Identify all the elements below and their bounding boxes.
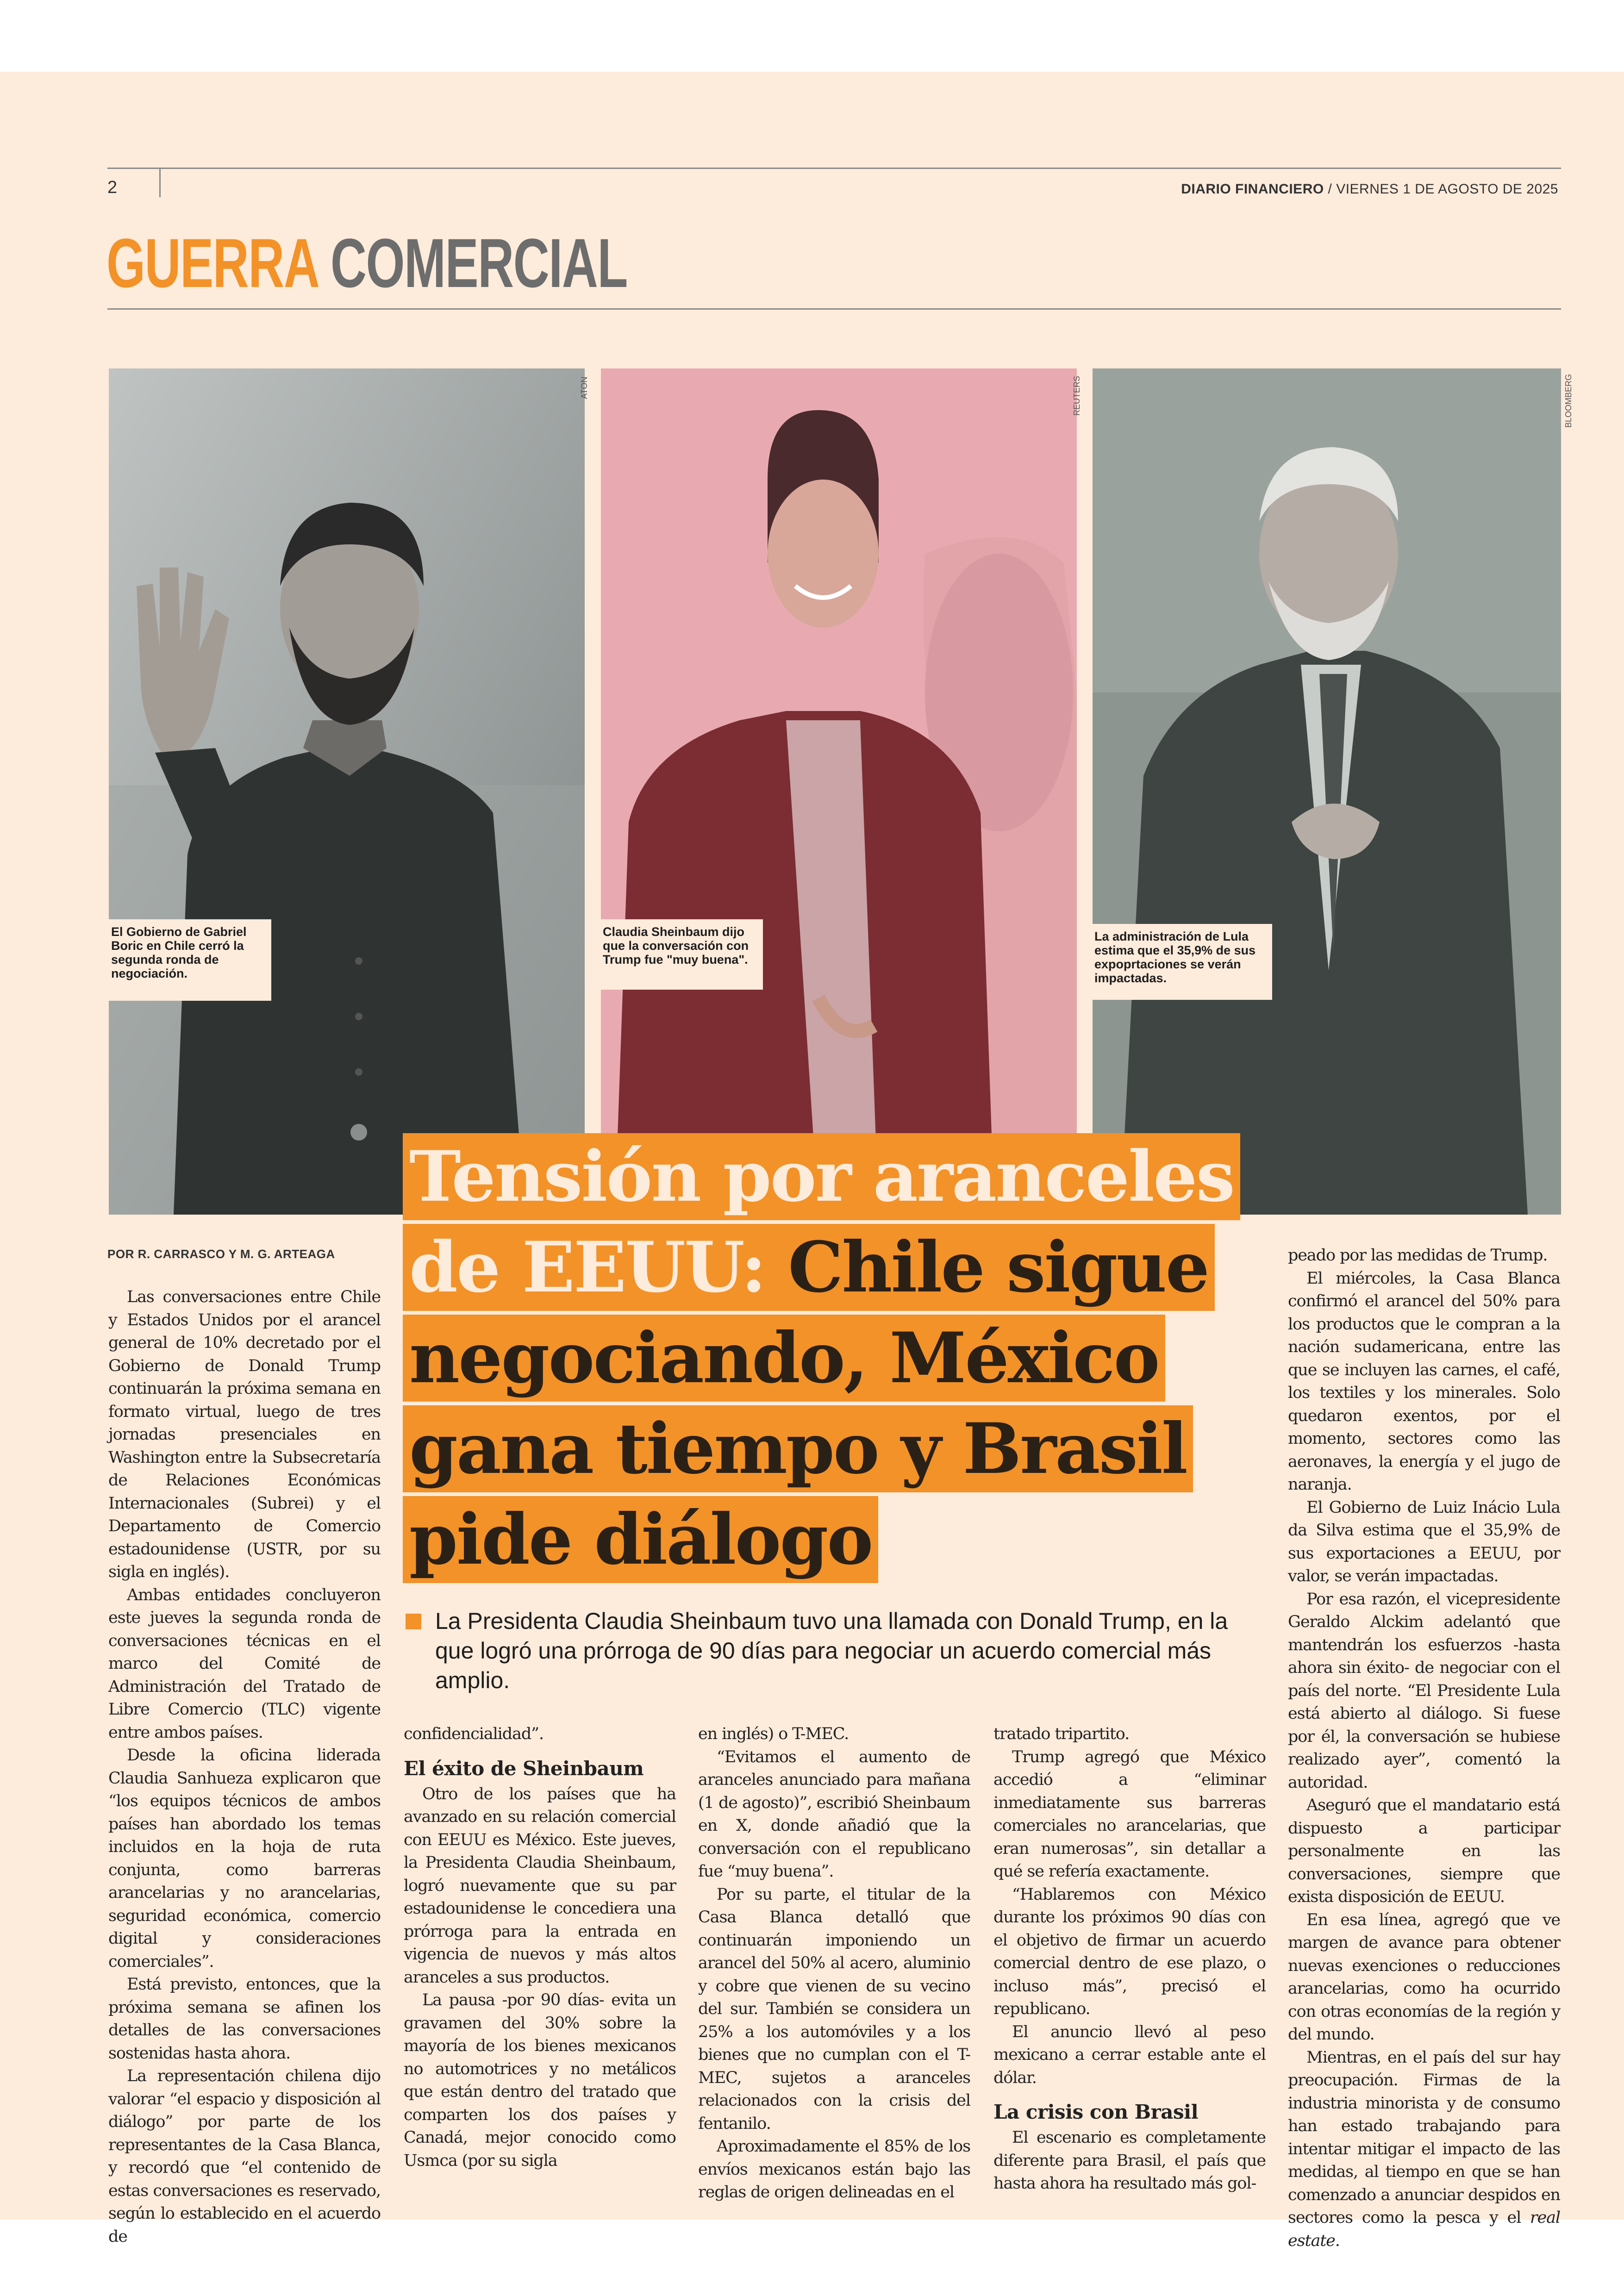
page-number: 2 — [107, 178, 118, 197]
photo-credit-2: REUTERS — [1072, 375, 1081, 416]
paragraph: confidencialidad”. — [404, 1725, 543, 1743]
photo-credit-3: BLOOMBERG — [1564, 374, 1573, 428]
article-column-3 — [698, 1723, 970, 2204]
headline-line-1: Tensión por aranceles — [403, 1133, 1240, 1220]
photo-boric-image — [109, 368, 585, 1215]
photo-caption-3: La administración de Lula estima que el 35,9% de sus expoprtaciones se verán impactadas. — [1087, 924, 1272, 1000]
paragraph: “Hablaremos con México durante los próximos 90 días con el objetivo de firmar un acuerdo comercial dentro de ese plazo, o incluso más”, precisó el republicano. — [993, 1885, 1266, 2018]
headline — [403, 1133, 1234, 1587]
article-column-2 — [404, 1723, 676, 2172]
headline-line-4: gana tiempo y Brasil — [403, 1405, 1193, 1492]
paragraph: “Evitamos el aumento de aranceles anunciado para mañana (1 de agosto)”, escribió Sheinbaum en X, donde añadió que la conversación con el republicano fue “muy buena”. — [698, 1747, 970, 1881]
section-title — [106, 221, 627, 305]
lead-text: La Presidenta Claudia Sheinbaum tuvo una llamada con Donald Trump, en la que logró una prórroga de 90 días para negociar un acuerdo comercial más amplio. — [435, 1608, 1228, 1693]
photo-sheinbaum — [601, 368, 1077, 1215]
paragraph: Por su parte, el titular de la Casa Blanca detalló que continuarán imponiendo un arancel del 50% al acero, aluminio y cobre que vienen de su vecino del sur. También se considera un 25% a los automóviles y a los bienes que no cumplan con el T-MEC, sujetos a aranceles relacionados con la crisis del fentanilo. — [698, 1885, 970, 2133]
paragraph: El anuncio llevó al peso mexicano a cerrar estable ante el dólar. — [993, 2022, 1266, 2087]
paragraph: Aseguró que el mandatario está dispuesto a participar personalmente en las conversaciones, siempre que exista disposición de EEUU. — [1288, 1796, 1560, 1906]
photo-caption-1: El Gobierno de Gabriel Boric en Chile cerró la segunda ronda de negociación. — [104, 919, 271, 1001]
paragraph: La pausa -por 90 días- evita un gravamen del 30% sobre la mayoría de los bienes mexicanos no automotrices y no metálicos que están dentro del tratado que comparten los dos países y Canadá, mejor conocido como Usmca (por su sigla — [404, 1991, 676, 2170]
headline-line-2-dark: Chile sigue — [788, 1227, 1208, 1308]
text-run: Mientras, en el país del sur hay preocupación. Firmas de la industria minorista y de consumo han estado trabajando para intentar mitigar el impacto de las medidas, al tiempo en que se han comenzado a anunciar despidos en sectores como la pesca y el — [1288, 2048, 1560, 2227]
paragraph — [1288, 2046, 1560, 2253]
paragraph: en inglés) o T-MEC. — [698, 1725, 849, 1743]
headline-line-5: pide diálogo — [403, 1496, 878, 1583]
section-word-2: COMERCIAL — [330, 224, 627, 302]
byline: POR R. CARRASCO Y M. G. ARTEAGA — [107, 1247, 335, 1261]
paragraph: El miércoles, la Casa Blanca confirmó el arancel del 50% para los productos que le compran a la nación sudamericana, entre las que se incluyen las carnes, el café, los textiles y los minerales. Solo quedaron exentos, por el momento, sectores como las aeronaves, la energía y el jugo de naranja. — [1288, 1269, 1560, 1494]
photo-lula — [1093, 368, 1561, 1215]
publication-name: DIARIO FINANCIERO — [1181, 181, 1324, 197]
issue-date: / VIERNES 1 DE AGOSTO DE 2025 — [1324, 181, 1558, 197]
paragraph: Ambas entidades concluyeron este jueves la segunda ronda de conversaciones técnicas en el marco del Comité de Administración del Tratado de Libre Comercio (TLC) vigente entre ambos países. — [108, 1585, 381, 1742]
photo-credit-1: ATON — [580, 376, 589, 399]
article-lead — [406, 1606, 1248, 1695]
subheading-sheinbaum: El éxito de Sheinbaum — [404, 1757, 644, 1780]
paragraph: Otro de los países que ha avanzado en su relación comercial con EEUU es México. Este jueves, la Presidenta Claudia Sheinbaum, logró nuevamente que su par estadounidense le concediera una prórroga para la entrada en vigencia de nuevos y más altos aranceles a sus productos. — [404, 1784, 676, 1987]
paragraph: tratado tripartito. — [993, 1725, 1130, 1743]
paragraph: Desde la oficina liderada Claudia Sanhueza explicaron que “los equipos técnicos de ambos países han abordado los temas incluidos en la hoja de ruta conjunta, como barreras arancelarias y no arancelarias, seguridad económica, comercio digital y consideraciones comerciales”. — [108, 1746, 381, 1971]
headline-line-2 — [403, 1224, 1215, 1311]
photo-caption-2: Claudia Sheinbaum dijo que la conversación con Trump fue "muy buena". — [595, 919, 763, 990]
section-rule — [107, 308, 1561, 310]
paragraph: Está previsto, entonces, que la próxima semana se afinen los detalles de las conversaciones sostenidas hasta ahora. — [108, 1975, 381, 2063]
paragraph: En esa línea, agregó que ve margen de avance para obtener nuevas exenciones o reducciones arancelarias, como ha ocurrido con otras economías de la región y del mundo. — [1288, 1910, 1560, 2044]
lead-bullet-icon — [406, 1614, 421, 1629]
section-word-1: GUERRA — [106, 224, 318, 302]
paragraph: Las conversaciones entre Chile y Estados Unidos por el arancel general de 10% decretado por el Gobierno de Donald Trump continuarán la próxima semana en formato virtual, luego de tres jornadas presenciales en Washington entre la Subsecretaría de Relaciones Económicas Internacionales (Subrei) y el Departamento de Comercio estadounidense (USTR, por su sigla en inglés). — [108, 1288, 381, 1581]
article-column-5 — [1288, 1244, 1560, 2252]
italic-term: real estate — [1288, 2208, 1560, 2250]
paragraph: La representación chilena dijo valorar “el espacio y disposición al diálogo” por parte de los representantes de la Casa Blanca, y recordó que “el contenido de estas conversaciones es reservado, según lo establecido en el acuerdo de — [108, 2067, 381, 2246]
article-column-1 — [108, 1286, 381, 2248]
paragraph: Aproximadamente el 85% de los envíos mexicanos están bajo las reglas de origen delineadas en el — [698, 2137, 970, 2201]
photo-sheinbaum-image — [601, 368, 1077, 1215]
top-rule — [107, 168, 1561, 169]
text-run: . — [1335, 2231, 1340, 2250]
paragraph: Por esa razón, el vicepresidente Geraldo Alckim adelantó que mantendrán los esfuerzos -hasta ahora sin éxito- de negociar con el país del norte. “El Presidente Lula está abierto al diálogo. Si fuese por él, la conversación se hubiese realizado ayer”, comentó la autoridad. — [1288, 1590, 1560, 1792]
headline-line-2-light: de EEUU: — [409, 1227, 788, 1308]
photo-lula-image — [1093, 368, 1561, 1215]
paragraph: peado por las medidas de Trump. — [1288, 1246, 1548, 1265]
folio — [1181, 181, 1558, 197]
paragraph: El Gobierno de Luiz Inácio Lula da Silva estima que el 35,9% de sus exportaciones a EEUU, por valor, se verán impactadas. — [1288, 1498, 1560, 1585]
article-column-4 — [993, 1723, 1266, 2195]
subheading-brasil: La crisis con Brasil — [993, 2101, 1199, 2123]
photo-boric — [109, 368, 585, 1215]
paragraph: Trump agregó que México accedió a “eliminar inmediatamente sus barreras comerciales no arancelarias, que eran numerosas”, sin detallar a qué se refería exactamente. — [993, 1747, 1266, 1881]
headline-line-3: negociando, México — [403, 1315, 1165, 1402]
paragraph: El escenario es completamente diferente para Brasil, el país que hasta ahora ha resultado más gol- — [993, 2128, 1266, 2193]
header-divider — [159, 168, 161, 197]
